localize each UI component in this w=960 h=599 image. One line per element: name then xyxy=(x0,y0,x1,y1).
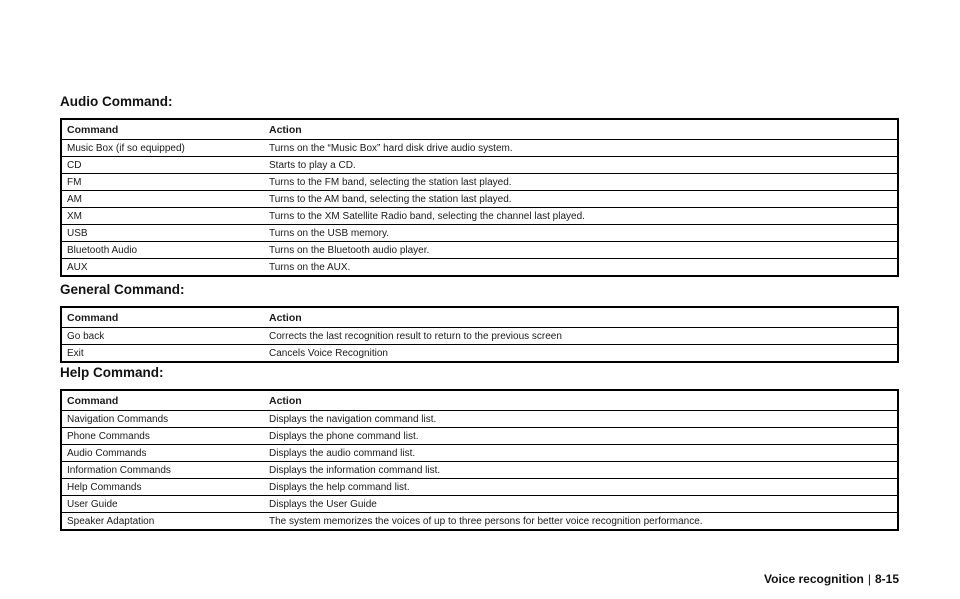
table-row xyxy=(61,242,898,259)
command-column-header: Command xyxy=(61,390,269,411)
command-cell: Information Commands xyxy=(61,462,269,479)
general-command-section xyxy=(60,282,899,363)
help-command-section xyxy=(60,365,899,531)
command-cell: Music Box (if so equipped) xyxy=(61,140,269,157)
table-body xyxy=(61,411,898,531)
table-row xyxy=(61,428,898,445)
table-row xyxy=(61,513,898,531)
command-column-header: Command xyxy=(61,119,269,140)
table-row xyxy=(61,345,898,363)
command-cell: Speaker Adaptation xyxy=(61,513,269,531)
action-cell: The system memorizes the voices of up to three persons for better voice recognition performance. xyxy=(269,513,898,531)
section-heading: Help Command: xyxy=(60,365,164,380)
table-header-row xyxy=(61,307,898,328)
footer-separator: | xyxy=(867,572,871,586)
command-cell: Exit xyxy=(61,345,269,363)
command-cell: FM xyxy=(61,174,269,191)
section-heading: Audio Command: xyxy=(60,94,173,109)
command-cell: Audio Commands xyxy=(61,445,269,462)
table-row xyxy=(61,462,898,479)
table-row xyxy=(61,411,898,428)
table-row xyxy=(61,208,898,225)
page-footer xyxy=(764,572,899,586)
action-column-header: Action xyxy=(269,307,898,328)
audio-command-section xyxy=(60,94,899,277)
table-header-row xyxy=(61,119,898,140)
page-number: 8-15 xyxy=(874,572,899,586)
action-cell: Corrects the last recognition result to return to the previous screen xyxy=(269,328,898,345)
table-body xyxy=(61,328,898,363)
help-command-table xyxy=(60,389,899,531)
table-row xyxy=(61,259,898,277)
command-column-header: Command xyxy=(61,307,269,328)
table-row xyxy=(61,157,898,174)
table-row xyxy=(61,140,898,157)
action-cell: Turns on the USB memory. xyxy=(269,225,898,242)
action-cell: Displays the phone command list. xyxy=(269,428,898,445)
action-cell: Starts to play a CD. xyxy=(269,157,898,174)
command-cell: XM xyxy=(61,208,269,225)
command-cell: User Guide xyxy=(61,496,269,513)
command-cell: Bluetooth Audio xyxy=(61,242,269,259)
command-cell: Go back xyxy=(61,328,269,345)
table-row xyxy=(61,191,898,208)
action-cell: Turns on the “Music Box” hard disk drive audio system. xyxy=(269,140,898,157)
table-row xyxy=(61,445,898,462)
action-cell: Displays the help command list. xyxy=(269,479,898,496)
action-column-header: Action xyxy=(269,119,898,140)
command-cell: Phone Commands xyxy=(61,428,269,445)
action-cell: Displays the audio command list. xyxy=(269,445,898,462)
command-cell: CD xyxy=(61,157,269,174)
action-cell: Turns on the AUX. xyxy=(269,259,898,277)
table-row xyxy=(61,174,898,191)
table-row xyxy=(61,479,898,496)
action-cell: Turns to the AM band, selecting the station last played. xyxy=(269,191,898,208)
command-cell: Help Commands xyxy=(61,479,269,496)
action-cell: Turns on the Bluetooth audio player. xyxy=(269,242,898,259)
table-header-row xyxy=(61,390,898,411)
table-row xyxy=(61,496,898,513)
action-cell: Cancels Voice Recognition xyxy=(269,345,898,363)
command-cell: USB xyxy=(61,225,269,242)
action-cell: Displays the information command list. xyxy=(269,462,898,479)
section-heading: General Command: xyxy=(60,282,185,297)
action-cell: Turns to the XM Satellite Radio band, selecting the channel last played. xyxy=(269,208,898,225)
action-cell: Displays the User Guide xyxy=(269,496,898,513)
table-row xyxy=(61,328,898,345)
action-column-header: Action xyxy=(269,390,898,411)
table-row xyxy=(61,225,898,242)
action-cell: Turns to the FM band, selecting the station last played. xyxy=(269,174,898,191)
general-command-table xyxy=(60,306,899,363)
command-cell: AM xyxy=(61,191,269,208)
action-cell: Displays the navigation command list. xyxy=(269,411,898,428)
footer-section-title: Voice recognition xyxy=(764,572,864,586)
table-body xyxy=(61,140,898,277)
command-cell: AUX xyxy=(61,259,269,277)
command-cell: Navigation Commands xyxy=(61,411,269,428)
audio-command-table xyxy=(60,118,899,277)
